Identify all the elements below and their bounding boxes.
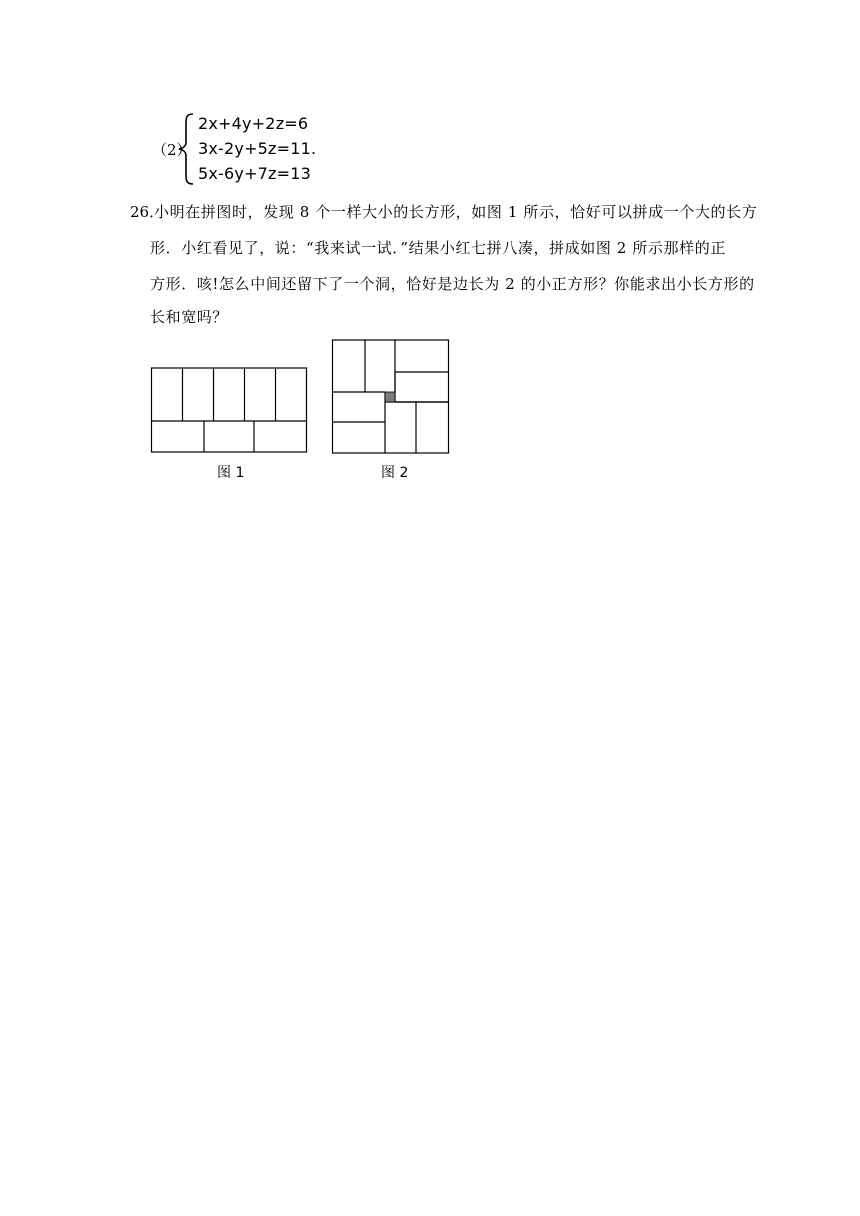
problem-text-line-2: 形．小红看见了，说：“我来试一试．”结果小红七拼八凑，拼成如图 2 所示那样的正 [150, 239, 726, 257]
equation-1: 2x+4y+2z=6 [198, 114, 309, 133]
figure-2 [330, 336, 452, 456]
problem-text-line-4: 长和宽吗？ [150, 308, 229, 326]
sub-question-label: （2） [152, 141, 192, 159]
equation-3: 5x-6y+7z=13 [198, 164, 312, 183]
problem-text-line-3: 方形．咳!怎么中间还留下了一个洞，恰好是边长为 2 的小正方形？你能求出小长方形的 [150, 275, 755, 293]
problem-text-line-1: 小明在拼图时，发现 8 个一样大小的长方形，如图 1 所示，恰好可以拼成一个大的长方 [154, 203, 758, 221]
problem-number: 26． [130, 203, 165, 221]
left-brace-icon [176, 112, 198, 186]
equation-2: 3x-2y+5z=11. [198, 139, 317, 158]
figure-1-caption: 图 1 [217, 465, 245, 481]
figure-2-caption: 图 2 [381, 465, 409, 481]
fig2-center-hole [385, 392, 395, 402]
